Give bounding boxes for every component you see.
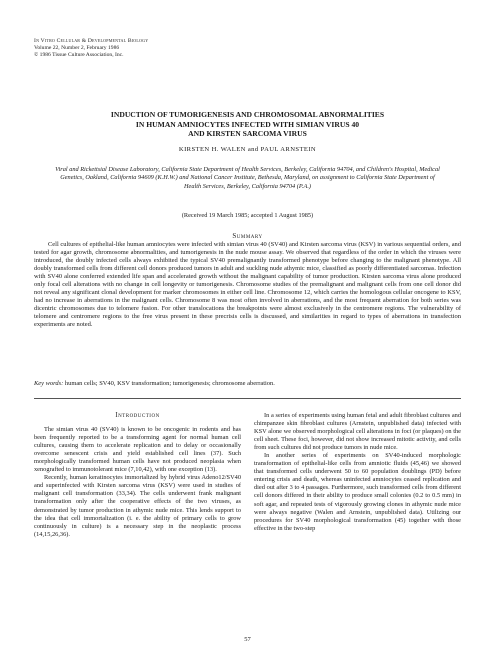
author-affiliation: Viral and Rickettsial Disease Laboratory, California State Department of Health Services, Berkeley, California 94704, and Children's Hospital, Medical Genetics, Oakland, California 94609 (K.H.W.) and National Cancer Institute, Bethesda, Maryland, on assignment to California State Department of Health Services, Berkeley, California 94704 (P.A.) [55,166,440,190]
page-number: 57 [244,636,251,643]
intro-paragraph-4: In another series of experiments on SV40-induced morphologic transformation of epithelial-like cells from amniotic fluids (45,46) we showed that transformed cells underwent 50 to 60 population doublings (PD) before entering crisis and death, whereas uninfected amniocytes ceased replication and died out after 3 to 4 passages. Furthermore, such transformed cells from different cell donors differed in their ability to produce small colonies (0.2 to 0.5 mm) in soft agar, and repeated tests of vigorously growing clones in athymic nude mice were always negative (Walen and Arnstein, unpublished data). Utilizing our procedures for SV40 morphological transformation (45) together with those effective in the two-step [254,452,461,532]
section-divider [34,398,461,399]
journal-header [34,38,148,58]
title-line-3: AND KIRSTEN SARCOMA VIRUS [188,129,307,139]
keywords-label: Key words: [34,380,64,387]
keywords [34,380,461,388]
journal-copyright: © 1986 Tissue Culture Association, Inc. [34,51,124,58]
intro-paragraph-1: The simian virus 40 (SV40) is known to be oncogenic in rodents and has been frequently reported to be a transforming agent for normal human cell cultures, causing them to accelerate replication and to delay or occasionally overcome senescent crisis and yield established cell lines (37). Such morphologically transformed human cells have not produced neoplasia when xenografted to immunotolerant mice (7,10,42), with one exception (13). [34,426,241,474]
title-line-1: INDUCTION OF TUMORIGENESIS AND CHROMOSOMAL ABNORMALITIES [110,110,385,119]
received-dates: (Received 19 March 1985; accepted 1 August 1985) [181,212,314,219]
keywords-text: human cells; SV40, KSV transformation; tumorigenesis; chromosome aberration. [64,380,275,387]
intro-paragraph-2: Recently, human keratinocytes immortalized by hybrid virus Adeno12/SV40 and superinfected with Kirsten sarcoma virus (KSV) were used in studies of malignant cell transformation (33,34). The cells underwent frank malignant transformation only after the cooperative effects of the two viruses, as demonstrated by tumor production in athymic nude mice. This lends support to the idea that cell immortalization (i. e. the ability of primary cells to grow continuously in culture) is a necessary step in the neoplastic process (14,15,26,36). [34,474,241,538]
introduction-heading: Introduction [115,412,160,419]
right-column [254,412,461,533]
article-authors: KIRSTEN H. WALEN and PAUL ARNSTEIN [178,146,317,153]
article-title [40,110,455,139]
summary-heading: Summary [232,232,263,240]
intro-paragraph-3: In a series of experiments using human fetal and adult fibroblast cultures and chimpanzee skin fibroblast cultures (Arnstein, unpublished data) infected with KSV alone we observed morphological cell alterations in foci (or plaques) on the cell sheet. These foci, however, did not show increased mitotic activity, and cells from such cultures did not produce tumors in nude mice. [254,412,461,452]
summary-text: Cell cultures of epithelial-like human amniocytes were infected with simian virus 40 (SV40) and Kirsten sarcoma virus (KSV) in various sequential orders, and tested for agar growth, chromosome abnormalities, and tumorigenesis in the nude mouse assay. We observed that regardless of the order in which the viruses were introduced, the doubly infected cells always exhibited the typical SV40 premalignantly transformed phenotype before changing to the malignant phenotype. All doubly transformed cells from different cell donors produced tumors in adult and suckling nude athymic mice, classified as poorly differentiated sarcomas. Infection with SV40 alone conferred extended life span and accelerated growth without the malignant capability of tumor production. Kirsten sarcoma virus alone produced only focal cell alterations with no change in cell longevity or tumorigenesis. Chromosome studies of the premalignant and malignant cells from one cell donor did not reveal any significant clonal development for marker chromosomes in either cell line. Chromosome 12, which carries the homologous cellular oncogene to KSV, had no increase in aberrations in the malignant cells. Chromosome 8 was most often involved in aberrations, and the most frequent aberration for both series was dicentric chromosomes due to telomere fusion. For other translocations the breakpoints were almost exclusively in the centromere regions. The vulnerability of telomere and centromere regions to the free virus present in these precrisis cells is discussed, and similarities in regard to types of aberrations in transfection experiments are noted. [34,241,461,329]
journal-volume: Volume 22, Number 2, February 1986 [34,44,120,51]
left-column [34,412,241,539]
title-line-2: IN HUMAN AMNIOCYTES INFECTED WITH SIMIAN VIRUS 40 [135,119,360,129]
journal-name: In Vitro Cellular & Developmental Biology [34,38,149,44]
